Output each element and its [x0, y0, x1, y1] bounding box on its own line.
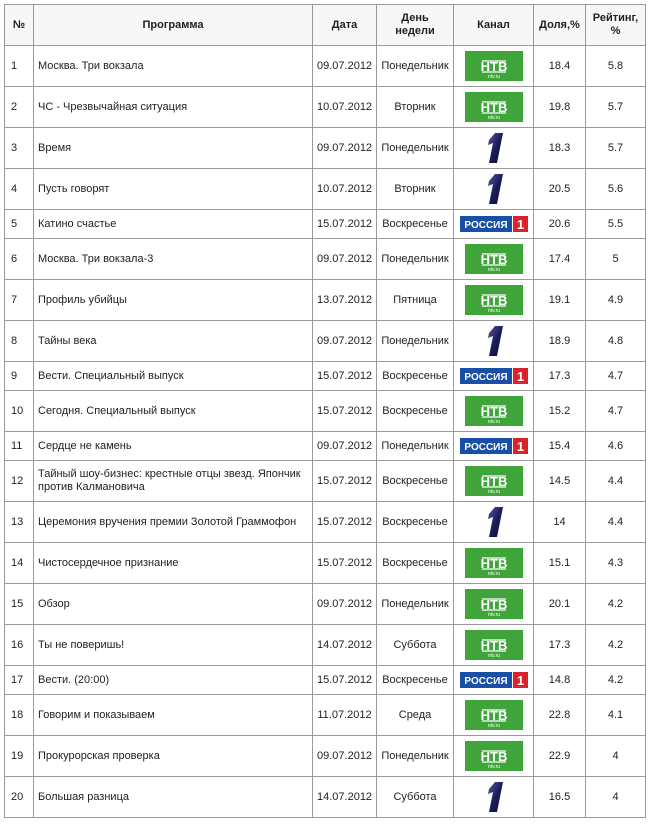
ntv-logo-icon: [465, 396, 523, 426]
cell-rating: 5.7: [586, 128, 646, 169]
cell-program: Тайный шоу-бизнес: крестные отцы звезд. Япончик против Калмановича: [34, 461, 313, 502]
cell-weekday: Пятница: [377, 280, 454, 321]
cell-rating: 4.2: [586, 625, 646, 666]
cell-num: 1: [5, 46, 34, 87]
cell-program: Время: [34, 128, 313, 169]
cell-channel: [454, 736, 534, 777]
cell-num: 4: [5, 169, 34, 210]
cell-num: 11: [5, 432, 34, 461]
cell-weekday: Суббота: [377, 777, 454, 818]
cell-share: 17.4: [534, 239, 586, 280]
cell-date: 09.07.2012: [313, 239, 377, 280]
ntv-logo-icon: [465, 630, 523, 660]
cell-program: Говорим и показываем: [34, 695, 313, 736]
cell-rating: 4.1: [586, 695, 646, 736]
header-row: [5, 5, 646, 46]
first-channel-logo-icon: [479, 172, 509, 206]
cell-weekday: Воскресенье: [377, 391, 454, 432]
svg-text:РОССИЯ: РОССИЯ: [463, 676, 508, 687]
cell-rating: 5.7: [586, 87, 646, 128]
svg-text:ntv.ru: ntv.ru: [487, 764, 500, 770]
cell-share: 20.6: [534, 210, 586, 239]
cell-weekday: Воскресенье: [377, 502, 454, 543]
cell-date: 09.07.2012: [313, 128, 377, 169]
table-body: [5, 46, 646, 818]
cell-date: 09.07.2012: [313, 321, 377, 362]
cell-weekday: Вторник: [377, 87, 454, 128]
header-rating: Рейтинг, %: [586, 5, 646, 46]
table-row: [5, 502, 646, 543]
cell-weekday: Понедельник: [377, 584, 454, 625]
cell-channel: [454, 239, 534, 280]
cell-date: 09.07.2012: [313, 432, 377, 461]
svg-text:НТВ: НТВ: [480, 59, 507, 74]
svg-text:1: 1: [516, 439, 524, 454]
cell-channel: [454, 543, 534, 584]
cell-rating: 5.6: [586, 169, 646, 210]
cell-program: Обзор: [34, 584, 313, 625]
cell-num: 13: [5, 502, 34, 543]
cell-date: 10.07.2012: [313, 169, 377, 210]
cell-rating: 4.7: [586, 391, 646, 432]
table-row: [5, 210, 646, 239]
ntv-logo-icon: [465, 548, 523, 578]
table-row: [5, 169, 646, 210]
svg-text:ntv.ru: ntv.ru: [487, 571, 500, 577]
cell-program: Сегодня. Специальный выпуск: [34, 391, 313, 432]
cell-num: 2: [5, 87, 34, 128]
cell-weekday: Понедельник: [377, 736, 454, 777]
cell-share: 16.5: [534, 777, 586, 818]
table-row: [5, 736, 646, 777]
cell-num: 3: [5, 128, 34, 169]
table-row: [5, 87, 646, 128]
table-row: [5, 625, 646, 666]
cell-channel: [454, 391, 534, 432]
first-channel-logo-icon: [479, 780, 509, 814]
cell-date: 14.07.2012: [313, 625, 377, 666]
svg-text:ntv.ru: ntv.ru: [487, 115, 500, 121]
table-row: [5, 777, 646, 818]
cell-share: 18.9: [534, 321, 586, 362]
svg-text:НТВ: НТВ: [480, 749, 507, 764]
cell-weekday: Воскресенье: [377, 362, 454, 391]
cell-share: 17.3: [534, 362, 586, 391]
cell-channel: [454, 210, 534, 239]
cell-weekday: Вторник: [377, 169, 454, 210]
header-program: Программа: [34, 5, 313, 46]
svg-text:1: 1: [516, 673, 524, 688]
cell-share: 22.8: [534, 695, 586, 736]
cell-num: 16: [5, 625, 34, 666]
cell-program: Тайны века: [34, 321, 313, 362]
cell-date: 09.07.2012: [313, 584, 377, 625]
svg-text:РОССИЯ: РОССИЯ: [463, 372, 508, 383]
cell-rating: 4.2: [586, 584, 646, 625]
cell-date: 15.07.2012: [313, 502, 377, 543]
cell-rating: 4.3: [586, 543, 646, 584]
cell-channel: [454, 432, 534, 461]
cell-weekday: Воскресенье: [377, 666, 454, 695]
cell-num: 12: [5, 461, 34, 502]
ntv-logo-icon: [465, 285, 523, 315]
svg-text:ntv.ru: ntv.ru: [487, 612, 500, 618]
table-row: [5, 461, 646, 502]
cell-program: Вести. Специальный выпуск: [34, 362, 313, 391]
cell-weekday: Среда: [377, 695, 454, 736]
cell-rating: 5.5: [586, 210, 646, 239]
svg-text:РОССИЯ: РОССИЯ: [463, 442, 508, 453]
svg-text:НТВ: НТВ: [480, 638, 507, 653]
table-row: [5, 695, 646, 736]
svg-text:ntv.ru: ntv.ru: [487, 267, 500, 273]
cell-channel: [454, 777, 534, 818]
cell-share: 14.5: [534, 461, 586, 502]
cell-num: 8: [5, 321, 34, 362]
cell-program: Профиль убийцы: [34, 280, 313, 321]
svg-text:1: 1: [516, 369, 524, 384]
table-row: [5, 46, 646, 87]
cell-weekday: Понедельник: [377, 432, 454, 461]
cell-share: 14.8: [534, 666, 586, 695]
cell-num: 17: [5, 666, 34, 695]
russia1-logo-icon: [460, 437, 528, 455]
cell-share: 22.9: [534, 736, 586, 777]
cell-channel: [454, 280, 534, 321]
cell-date: 15.07.2012: [313, 362, 377, 391]
cell-channel: [454, 321, 534, 362]
first-channel-logo-icon: [479, 131, 509, 165]
cell-program: Ты не поверишь!: [34, 625, 313, 666]
cell-date: 15.07.2012: [313, 391, 377, 432]
svg-text:НТВ: НТВ: [480, 474, 507, 489]
cell-share: 14: [534, 502, 586, 543]
ntv-logo-icon: [465, 741, 523, 771]
cell-num: 5: [5, 210, 34, 239]
cell-num: 10: [5, 391, 34, 432]
svg-text:НТВ: НТВ: [480, 556, 507, 571]
cell-share: 20.1: [534, 584, 586, 625]
cell-num: 19: [5, 736, 34, 777]
cell-program: Москва. Три вокзала-3: [34, 239, 313, 280]
header-num: №: [5, 5, 34, 46]
ntv-logo-icon: [465, 92, 523, 122]
ntv-logo-icon: [465, 466, 523, 496]
cell-rating: 5.8: [586, 46, 646, 87]
cell-share: 15.2: [534, 391, 586, 432]
cell-date: 15.07.2012: [313, 666, 377, 695]
cell-weekday: Воскресенье: [377, 461, 454, 502]
table-row: [5, 391, 646, 432]
cell-program: Вести. (20:00): [34, 666, 313, 695]
ratings-table: [4, 4, 646, 818]
header-date: Дата: [313, 5, 377, 46]
table-row: [5, 543, 646, 584]
cell-program: Сердце не камень: [34, 432, 313, 461]
cell-num: 6: [5, 239, 34, 280]
header-weekday: День недели: [377, 5, 454, 46]
table-row: [5, 239, 646, 280]
cell-date: 14.07.2012: [313, 777, 377, 818]
cell-weekday: Понедельник: [377, 46, 454, 87]
cell-date: 15.07.2012: [313, 543, 377, 584]
cell-channel: [454, 502, 534, 543]
cell-weekday: Воскресенье: [377, 543, 454, 584]
cell-channel: [454, 695, 534, 736]
first-channel-logo-icon: [479, 505, 509, 539]
cell-rating: 4.4: [586, 502, 646, 543]
cell-channel: [454, 87, 534, 128]
cell-rating: 4.6: [586, 432, 646, 461]
cell-weekday: Понедельник: [377, 239, 454, 280]
russia1-logo-icon: [460, 367, 528, 385]
first-channel-logo-icon: [479, 324, 509, 358]
cell-date: 15.07.2012: [313, 461, 377, 502]
cell-rating: 5: [586, 239, 646, 280]
svg-text:НТВ: НТВ: [480, 404, 507, 419]
cell-channel: [454, 666, 534, 695]
cell-date: 09.07.2012: [313, 736, 377, 777]
cell-program: Чистосердечное признание: [34, 543, 313, 584]
cell-num: 7: [5, 280, 34, 321]
table-row: [5, 280, 646, 321]
cell-rating: 4: [586, 736, 646, 777]
cell-channel: [454, 46, 534, 87]
cell-date: 09.07.2012: [313, 46, 377, 87]
table-row: [5, 362, 646, 391]
cell-share: 20.5: [534, 169, 586, 210]
table-row: [5, 666, 646, 695]
cell-program: Церемония вручения премии Золотой Граммофон: [34, 502, 313, 543]
svg-text:ntv.ru: ntv.ru: [487, 723, 500, 729]
cell-num: 20: [5, 777, 34, 818]
cell-rating: 4.8: [586, 321, 646, 362]
cell-program: Большая разница: [34, 777, 313, 818]
table-row: [5, 432, 646, 461]
cell-rating: 4: [586, 777, 646, 818]
cell-date: 10.07.2012: [313, 87, 377, 128]
russia1-logo-icon: [460, 671, 528, 689]
ntv-logo-icon: [465, 589, 523, 619]
cell-rating: 4.4: [586, 461, 646, 502]
cell-date: 11.07.2012: [313, 695, 377, 736]
table-row: [5, 321, 646, 362]
cell-program: Прокурорская проверка: [34, 736, 313, 777]
svg-text:НТВ: НТВ: [480, 293, 507, 308]
cell-weekday: Воскресенье: [377, 210, 454, 239]
cell-program: Пусть говорят: [34, 169, 313, 210]
svg-text:ntv.ru: ntv.ru: [487, 308, 500, 314]
cell-rating: 4.7: [586, 362, 646, 391]
cell-share: 17.3: [534, 625, 586, 666]
cell-date: 15.07.2012: [313, 210, 377, 239]
ntv-logo-icon: [465, 700, 523, 730]
cell-weekday: Суббота: [377, 625, 454, 666]
svg-text:НТВ: НТВ: [480, 252, 507, 267]
cell-share: 18.4: [534, 46, 586, 87]
svg-text:ntv.ru: ntv.ru: [487, 74, 500, 80]
header-channel: Канал: [454, 5, 534, 46]
cell-weekday: Понедельник: [377, 128, 454, 169]
cell-channel: [454, 128, 534, 169]
table-row: [5, 584, 646, 625]
cell-date: 13.07.2012: [313, 280, 377, 321]
svg-text:ntv.ru: ntv.ru: [487, 489, 500, 495]
cell-share: 15.4: [534, 432, 586, 461]
svg-text:НТВ: НТВ: [480, 708, 507, 723]
cell-program: Москва. Три вокзала: [34, 46, 313, 87]
cell-share: 19.1: [534, 280, 586, 321]
cell-num: 14: [5, 543, 34, 584]
svg-text:РОССИЯ: РОССИЯ: [463, 220, 508, 231]
cell-channel: [454, 461, 534, 502]
cell-rating: 4.9: [586, 280, 646, 321]
cell-num: 18: [5, 695, 34, 736]
svg-text:1: 1: [516, 217, 524, 232]
header-share: Доля,%: [534, 5, 586, 46]
ntv-logo-icon: [465, 244, 523, 274]
svg-text:ntv.ru: ntv.ru: [487, 653, 500, 659]
cell-channel: [454, 625, 534, 666]
cell-program: ЧС - Чрезвычайная ситуация: [34, 87, 313, 128]
cell-channel: [454, 169, 534, 210]
svg-text:ntv.ru: ntv.ru: [487, 419, 500, 425]
cell-weekday: Понедельник: [377, 321, 454, 362]
ntv-logo-icon: [465, 51, 523, 81]
cell-channel: [454, 362, 534, 391]
cell-num: 15: [5, 584, 34, 625]
table-row: [5, 128, 646, 169]
cell-share: 19.8: [534, 87, 586, 128]
cell-share: 15.1: [534, 543, 586, 584]
svg-text:НТВ: НТВ: [480, 100, 507, 115]
cell-rating: 4.2: [586, 666, 646, 695]
cell-channel: [454, 584, 534, 625]
cell-num: 9: [5, 362, 34, 391]
cell-program: Катино счастье: [34, 210, 313, 239]
russia1-logo-icon: [460, 215, 528, 233]
svg-text:НТВ: НТВ: [480, 597, 507, 612]
cell-share: 18.3: [534, 128, 586, 169]
